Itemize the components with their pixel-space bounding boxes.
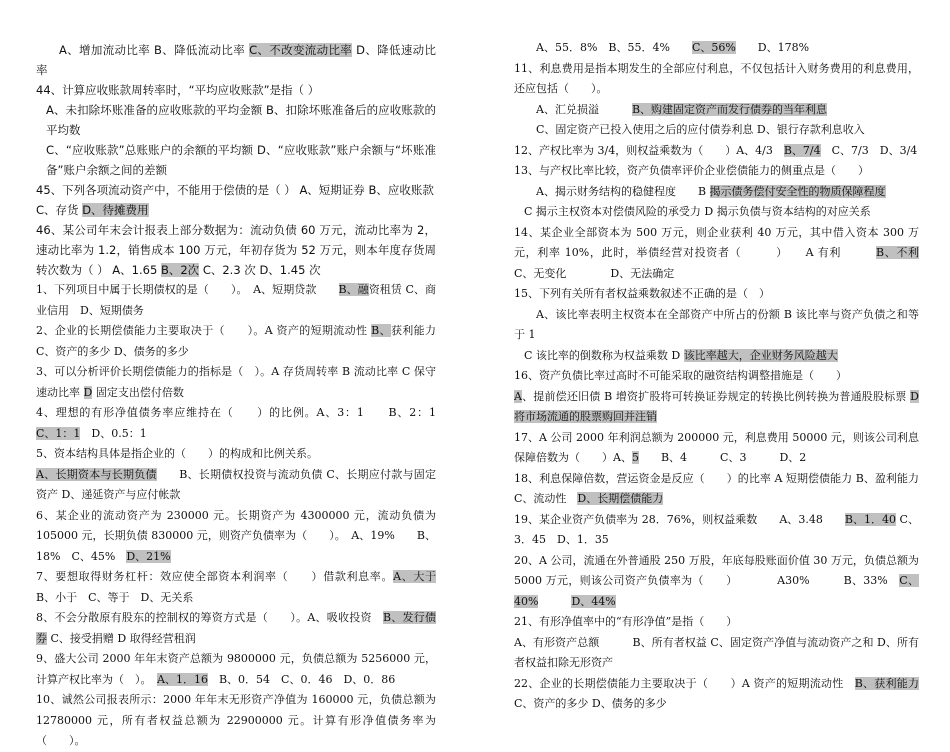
question-44: 44、计算应收账款周转率时，“平均应收账款”是指（ ） (36, 83, 320, 97)
question-1: 1、下列项目中属于长期债权的是（ ）。 A、短期贷款 B、融资租赁 C、商业信用 D、短期债务 (36, 283, 436, 317)
question-21-options: A、有形资产总额 B、所有者权益 C、固定资产净值与流动资产之和 D、所有者权益扣除无形资产 (514, 635, 919, 669)
question-7: 7、要想取得财务杠杆：效应使全部资本利润率（ ）借款利息率。A、大于 B、小于 C、等于 D、无关系 (36, 570, 436, 604)
question-8: 8、不会分散原有股东的控制权的筹资方式是（ ）。A、吸收投资 B、发行债券 C、接受捐赠 D 取得经营租润 (36, 611, 436, 645)
question-16: 16、资产负债比率过高时不可能采取的融资结构调整措施是（ ） (514, 369, 847, 382)
question-9: 9、盛大公司 2000 年年末资产总额为 9800000 元，负债总额为 5256000 元，计算产权比率为（ ）。 A、1．16 B、0．54 C、0．46 D、0．86 (36, 652, 436, 686)
question-15: 15、下列有关所有者权益乘数叙述不正确的是（ ） (514, 287, 770, 300)
question-46: 46、某公司年末会计报表上部分数据为：流动负债 60 万元，流动比率为 2，速动比率为 1.2，销售成本 100 万元，年初存货为 52 万元，则本年度存货周转次数为（ ） A、1.65 B、2次 C、2.3 次 D、1.45 次 (36, 223, 436, 277)
question-13: 13、与产权比率比较，资产负债率评价企业偿债能力的侧重点是（ ） (514, 164, 869, 177)
question-4: 4、理想的有形净值债务率应维持在（ ）的比例。A、3：1 B、2：1 C、1：1 D、0.5：1 (36, 406, 447, 440)
question-10-options: A、55．8% B、55．4% C、56% D、178% (536, 41, 810, 54)
question-20: 20、A 公司，流通在外普通股 250 万股，年底每股账面价值 30 万元，负债总额为 5000 万元，则该公司资产负债率为（ ） A30% B、33% C、40% D、44% (514, 553, 919, 608)
question-19: 19、某企业资产负债率为 28．76%，则权益乘数 A、3.48 B、1．40 C、3．45 D、1．35 (514, 512, 919, 546)
question-2: 2、企业的长期偿债能力主要取决于（ ）。A 资产的短期流动性 B、获利能力 C、资产的多少 D、债务的多少 (36, 324, 436, 358)
question-21: 21、有形净值率中的“有形净值”是指（ ） (514, 615, 738, 628)
question-13-ab: A、揭示财务结构的稳健程度 B 揭示债务偿付安全性的物质保障程度 (536, 184, 886, 198)
question-44-ab: A、未扣除坏账准备的应收账款的平均金额 B、扣除坏账准备后的应收账款的平均数 (46, 103, 436, 137)
question-11-ab: A、汇兑损溢 B、购建固定资产而发行债券的当年利息 (536, 102, 828, 116)
line-43-options: A、增加流动比率 B、降低流动比率 C、不改变流动比率 D、降低速动比率 (36, 43, 436, 77)
question-44-cd: C、“应收账款”总账账户的余额的平均额 D、“应收账款”账户余额与“坏账准备”账户余额之间的差额 (46, 143, 436, 177)
question-17: 17、A 公司 2000 年利润总额为 200000 元，利息费用 50000 元，则该公司利息保障倍数为（ ）A、5 B、4 C、3 D、2 (514, 430, 919, 464)
question-14: 14、某企业全部资本为 500 万元，则企业获利 40 万元，其中借入资本 300 万元，利率 10%，此时，举债经营对投资者（ ） A 有利 B、不利 C、无变化 D、无法确定 (514, 225, 919, 280)
question-5: 5、资本结构具体是指企业的（ ）的构成和比例关系。 (36, 447, 318, 460)
question-11: 11、利息费用是指本期发生的全部应付利息，不仅包括计入财务费用的利息费用，还应包括（ ）。 (514, 61, 919, 95)
question-10: 10、诚然公司报表所示：2000 年年末无形资产净值为 160000 元，负债总额为 12780000 元，所有者权益总额为 22900000 元。计算有形净值债务率为（ ）。 (36, 693, 436, 747)
question-5-options: A、长期资本与长期负债 B、长期债权投资与流动负债 C、长期应付款与固定资产 D、递延资产与应付帐款 (36, 467, 436, 501)
right-column (514, 38, 919, 715)
question-15-cd: C 该比率的倒数称为权益乘数 D 该比率越大，企业财务风险越大 (524, 348, 838, 362)
question-18: 18、利息保障倍数，营运资金是反应（ ）的比率 A 短期偿债能力 B、盈利能力 C、流动性 D、长期偿债能力 (514, 471, 919, 505)
question-16-options: A、提前偿还旧债 B 增资扩股将可转换证券规定的转换比例转换为普通股股标票 D 将市场流通的股票购回并注销 (514, 389, 919, 423)
question-6: 6、某企业的流动资产为 230000 元。长期资产为 4300000 元，流动负债为 105000 元，长期负债 830000 元，则资产负债率为（ ）。 A、19% B、18% C、45% D、21% (36, 508, 436, 563)
question-11-cd: C、固定资产已投入使用之后的应付债券利息 D、银行存款利息收入 (536, 123, 865, 136)
question-22: 22、企业的长期偿债能力主要取决于（ ）A 资产的短期流动性 B、获利能力 C、资产的多少 D、债务的多少 (514, 676, 919, 710)
question-15-ab: A、该比率表明主权资本在全部资产中所占的份额 B 该比率与资产负债之和等于 1 (514, 307, 919, 341)
question-13-cd: C 揭示主权资本对偿债风险的承受力 D 揭示负债与资本结构的对应关系 (524, 205, 871, 218)
left-column (36, 40, 447, 752)
question-3: 3、可以分析评价长期偿债能力的指标是（ ）。A 存货周转率 B 流动比率 C 保守速动比率 D 固定支出偿付倍数 (36, 365, 436, 399)
question-45-cd: C、存货 D、待摊费用 (36, 203, 149, 217)
question-45: 45、下列各项流动资产中，不能用于偿债的是（ ） A、短期证券 B、应收账款 (36, 183, 434, 197)
question-12: 12、产权比率为 3/4，则权益乘数为（ ）A、4/3 B、7/4 C、7/3 D、3/4 (514, 143, 918, 157)
